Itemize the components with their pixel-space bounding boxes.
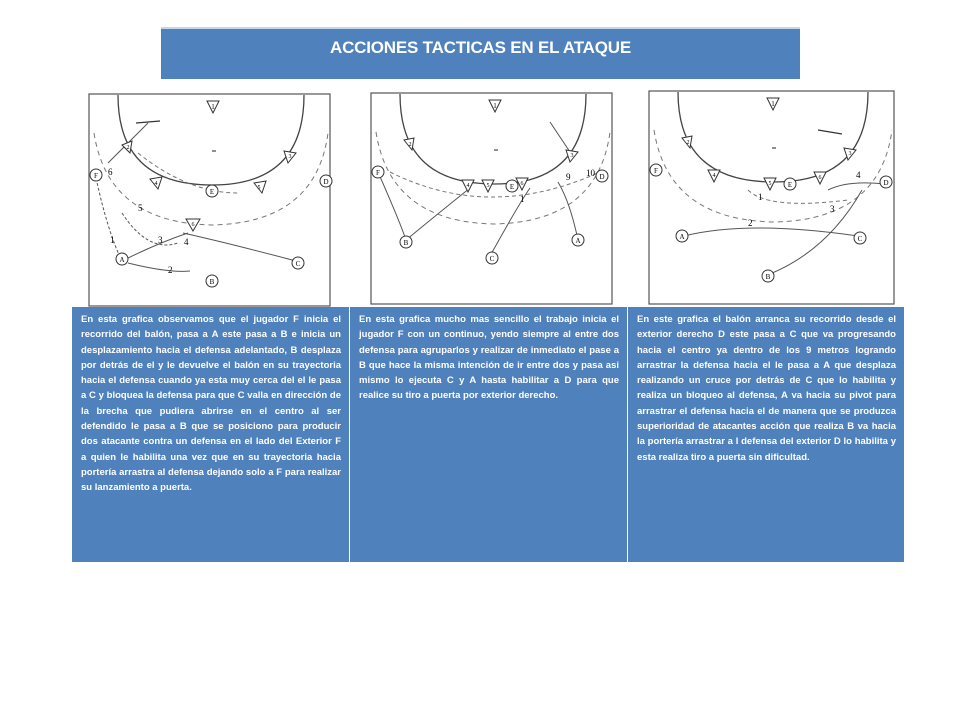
move-line <box>550 122 570 152</box>
svg-text:1: 1 <box>211 103 215 111</box>
defender-marker <box>682 136 692 148</box>
svg-text:B: B <box>209 278 215 286</box>
svg-text:F: F <box>94 172 98 180</box>
svg-text:6: 6 <box>191 222 195 228</box>
defender-marker <box>482 180 494 192</box>
court-diagram-1 <box>88 93 336 308</box>
arrow-line <box>818 130 842 134</box>
defender-marker <box>489 100 501 112</box>
sequence-number: 4 <box>184 237 189 247</box>
defender-marker <box>207 101 219 113</box>
svg-text:C: C <box>857 235 863 243</box>
court-diagram-2 <box>370 92 618 306</box>
attacker-marker <box>854 232 866 244</box>
defender-marker <box>708 170 720 182</box>
pass-line <box>748 190 848 203</box>
court-boundary <box>371 93 612 304</box>
title-banner <box>161 27 800 79</box>
attacker-marker <box>116 253 128 265</box>
svg-text:3: 3 <box>848 151 852 157</box>
pass-line <box>138 153 238 193</box>
sequence-number: 3 <box>830 204 835 214</box>
svg-text:2: 2 <box>126 145 130 151</box>
svg-text:5: 5 <box>257 185 261 191</box>
description-text-1: En esta grafica observamos que el jugador F inicia el recorrido del balón, pasa a A este pasa a B e inicia un desplazamiento hacia el defensa adelantado, B desplaza por detrás de el y le devuelve el balón en su trayectoria hacia el defensa cuando ya esta muy cerca del el le pasa a C y bloquea la defensa para que C valla en dirección de la brecha que pudiera abrirse en el centro al ser defendido le pasa a B que se posiciono para producir dos atacante contra un defensa en el lado del Exterior F a quien le habilita una vez que en su trayectoria hacia portería arrastra al defensa dejando solo a F para realizar su lanzamiento a puerta. <box>81 314 341 494</box>
sequence-number: 10 <box>586 168 595 178</box>
sequence-number: 1 <box>758 192 763 202</box>
court-diagram-3 <box>648 90 900 306</box>
svg-text:4: 4 <box>466 183 470 189</box>
sequence-number: 3 <box>158 235 163 245</box>
defender-marker <box>404 138 414 150</box>
attacker-marker <box>372 166 384 178</box>
description-text-2: En esta grafica mucho mas sencillo el trabajo inicia el jugador F con un continuo, yendo siempre al entre dos defensa para agruparlos y realizar de inmediato el pase a B que hace la misma intención de ir entre dos y pasa asi mismo lo ejecuta C y A hasta habilitar a D para que realice su tiro a puerta por exterior derecho. <box>359 314 619 402</box>
move-line <box>558 182 578 240</box>
svg-text:5: 5 <box>768 181 772 187</box>
sequence-number: 5 <box>138 203 143 213</box>
svg-text:F: F <box>654 167 658 175</box>
svg-text:5: 5 <box>486 183 490 189</box>
svg-text:3: 3 <box>288 154 292 160</box>
svg-text:E: E <box>209 188 215 196</box>
svg-text:C: C <box>489 255 495 263</box>
description-table <box>72 307 904 562</box>
sequence-number: 1 <box>520 194 525 204</box>
attacker-marker <box>784 178 796 190</box>
defender-marker <box>122 141 132 153</box>
attacker-marker <box>506 180 518 192</box>
sequence-number: 1 <box>110 235 115 245</box>
sequence-number: 2 <box>748 218 753 228</box>
svg-text:2: 2 <box>686 140 690 146</box>
svg-text:1: 1 <box>493 102 497 110</box>
move-line <box>406 188 470 240</box>
pass-line <box>96 178 122 261</box>
defender-marker <box>186 219 200 231</box>
attacker-marker <box>320 175 332 187</box>
description-panel-3 <box>627 307 904 562</box>
move-line <box>684 228 858 236</box>
move-line <box>183 233 296 261</box>
defender-marker <box>814 172 826 184</box>
svg-text:A: A <box>119 256 125 264</box>
page-title: ACCIONES TACTICAS EN EL ATAQUE <box>330 38 631 57</box>
attacker-marker <box>90 169 102 181</box>
svg-text:E: E <box>787 181 793 189</box>
description-panel-2 <box>349 307 627 562</box>
svg-text:E: E <box>509 183 515 191</box>
move-line <box>378 172 406 240</box>
defender-marker <box>254 181 266 193</box>
attacker-marker <box>676 230 688 242</box>
attacker-marker <box>596 170 608 182</box>
defender-marker <box>462 180 474 192</box>
svg-text:D: D <box>599 173 605 181</box>
svg-text:6: 6 <box>818 175 822 181</box>
attacker-marker <box>762 270 774 282</box>
attacker-marker <box>572 234 584 246</box>
defender-marker <box>764 178 776 190</box>
attacker-marker <box>880 176 892 188</box>
description-text-3: En este grafica el balón arranca su recorrido desde el exterior derecho D este pasa a C que va progresando hacia el centro ya dentro de los 9 metros logrando arrastrar la defensa hacia el le pasa a A que desplaza realizando un cruce por detrás de C que lo habilita y realiza un bloqueo al defensa, A va hacia su pivot para arrastrar el defensa hacia el de manera que se produzca superioridad de atacantes acción que realiza B va hacia la portería arrastrar a l defensa del exterior D lo habilita y esta realiza tiro a puerta sin dificultad. <box>637 314 896 463</box>
attacker-marker <box>486 252 498 264</box>
arrow-line <box>136 121 160 123</box>
attacker-marker <box>650 164 662 176</box>
attacker-marker <box>400 236 412 248</box>
svg-text:B: B <box>403 239 409 247</box>
defender-marker <box>150 177 162 189</box>
svg-text:1: 1 <box>771 100 775 108</box>
svg-text:6: 6 <box>520 181 524 187</box>
defender-marker <box>284 151 296 163</box>
svg-text:D: D <box>323 178 329 186</box>
tactic-diagram-2 <box>370 92 618 306</box>
tactic-diagram-1 <box>88 93 336 308</box>
sequence-number: 4 <box>856 170 861 180</box>
svg-text:A: A <box>679 233 685 241</box>
svg-text:2: 2 <box>408 142 412 148</box>
sequence-number: 2 <box>168 265 173 275</box>
svg-text:D: D <box>883 179 889 187</box>
svg-text:B: B <box>765 273 771 281</box>
attacker-marker <box>206 275 218 287</box>
attacker-marker <box>292 257 304 269</box>
svg-text:3: 3 <box>570 153 574 159</box>
svg-text:C: C <box>295 260 301 268</box>
svg-text:4: 4 <box>154 181 158 187</box>
tactic-diagram-3 <box>648 90 900 306</box>
move-line <box>122 233 188 261</box>
defender-marker <box>767 98 779 110</box>
svg-text:F: F <box>376 169 380 177</box>
description-panel-1 <box>72 307 349 562</box>
sequence-number: 9 <box>566 172 571 182</box>
sequence-number: 6 <box>108 167 113 177</box>
attacker-marker <box>206 185 218 197</box>
defender-marker <box>566 150 578 162</box>
move-line <box>128 263 190 271</box>
move-line <box>828 183 884 190</box>
svg-text:A: A <box>575 237 581 245</box>
svg-text:4: 4 <box>712 173 716 179</box>
